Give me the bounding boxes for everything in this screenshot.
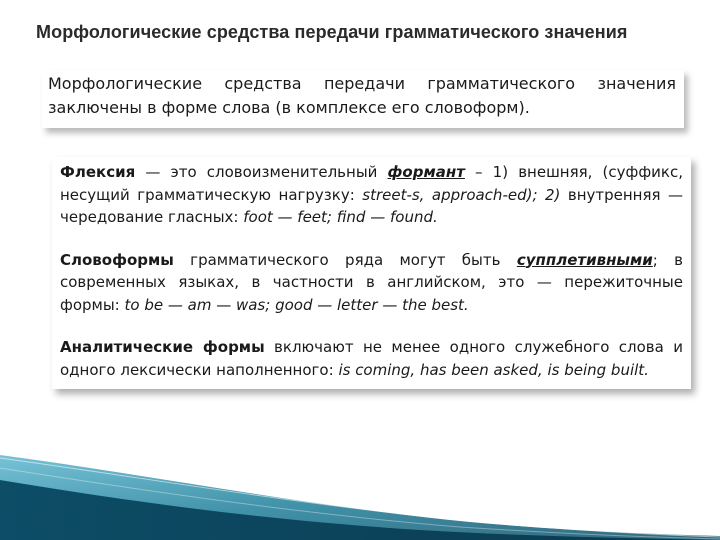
term-wordforms: Словоформы: [60, 250, 174, 269]
example-internal: foot — feet; find — found.: [243, 208, 438, 226]
text-segment: – 1) внешняя, (суффикс, несущий грамматическую нагрузку:: [60, 163, 683, 204]
example-external: street-s, approach-ed);: [362, 185, 538, 204]
example-analytic: is coming, has been asked, is being built.: [338, 360, 649, 379]
page-title: Морфологические средства передачи грамматического значения: [36, 22, 628, 42]
numbering: 2): [544, 185, 561, 204]
term-flexion: Флексия: [60, 163, 136, 181]
text-segment: внутренняя — чередование гласных:: [60, 185, 683, 226]
paragraph-wordforms: [60, 249, 683, 317]
example-suppletive: to be — am — was; good — letter — the best.: [124, 295, 469, 314]
paragraph-flexion: [60, 161, 683, 229]
text-segment: — это словоизменительный: [135, 163, 388, 181]
term-formant: формант: [387, 163, 465, 181]
text-segment: [538, 186, 545, 204]
intro-box: [42, 70, 684, 128]
intro-line-2: заключены в форме слова (в комплексе его словоформ).: [48, 98, 530, 117]
wave-decoration: [0, 450, 720, 540]
term-analytic: Аналитические формы: [60, 338, 265, 356]
content-box: [52, 157, 691, 389]
text-segment: ; в современных языках, в частности в английском, это — пережиточные формы:: [60, 250, 683, 314]
text-segment: грамматического ряда могут быть: [173, 250, 517, 269]
paragraph-analytic: [60, 336, 683, 381]
text-segment: включают не менее одного служебного слова и одного лексически наполненного:: [60, 338, 683, 379]
intro-line-1: Морфологические средства передачи грамматического значения: [48, 74, 676, 93]
term-suppletive: супплетивными: [516, 250, 653, 269]
